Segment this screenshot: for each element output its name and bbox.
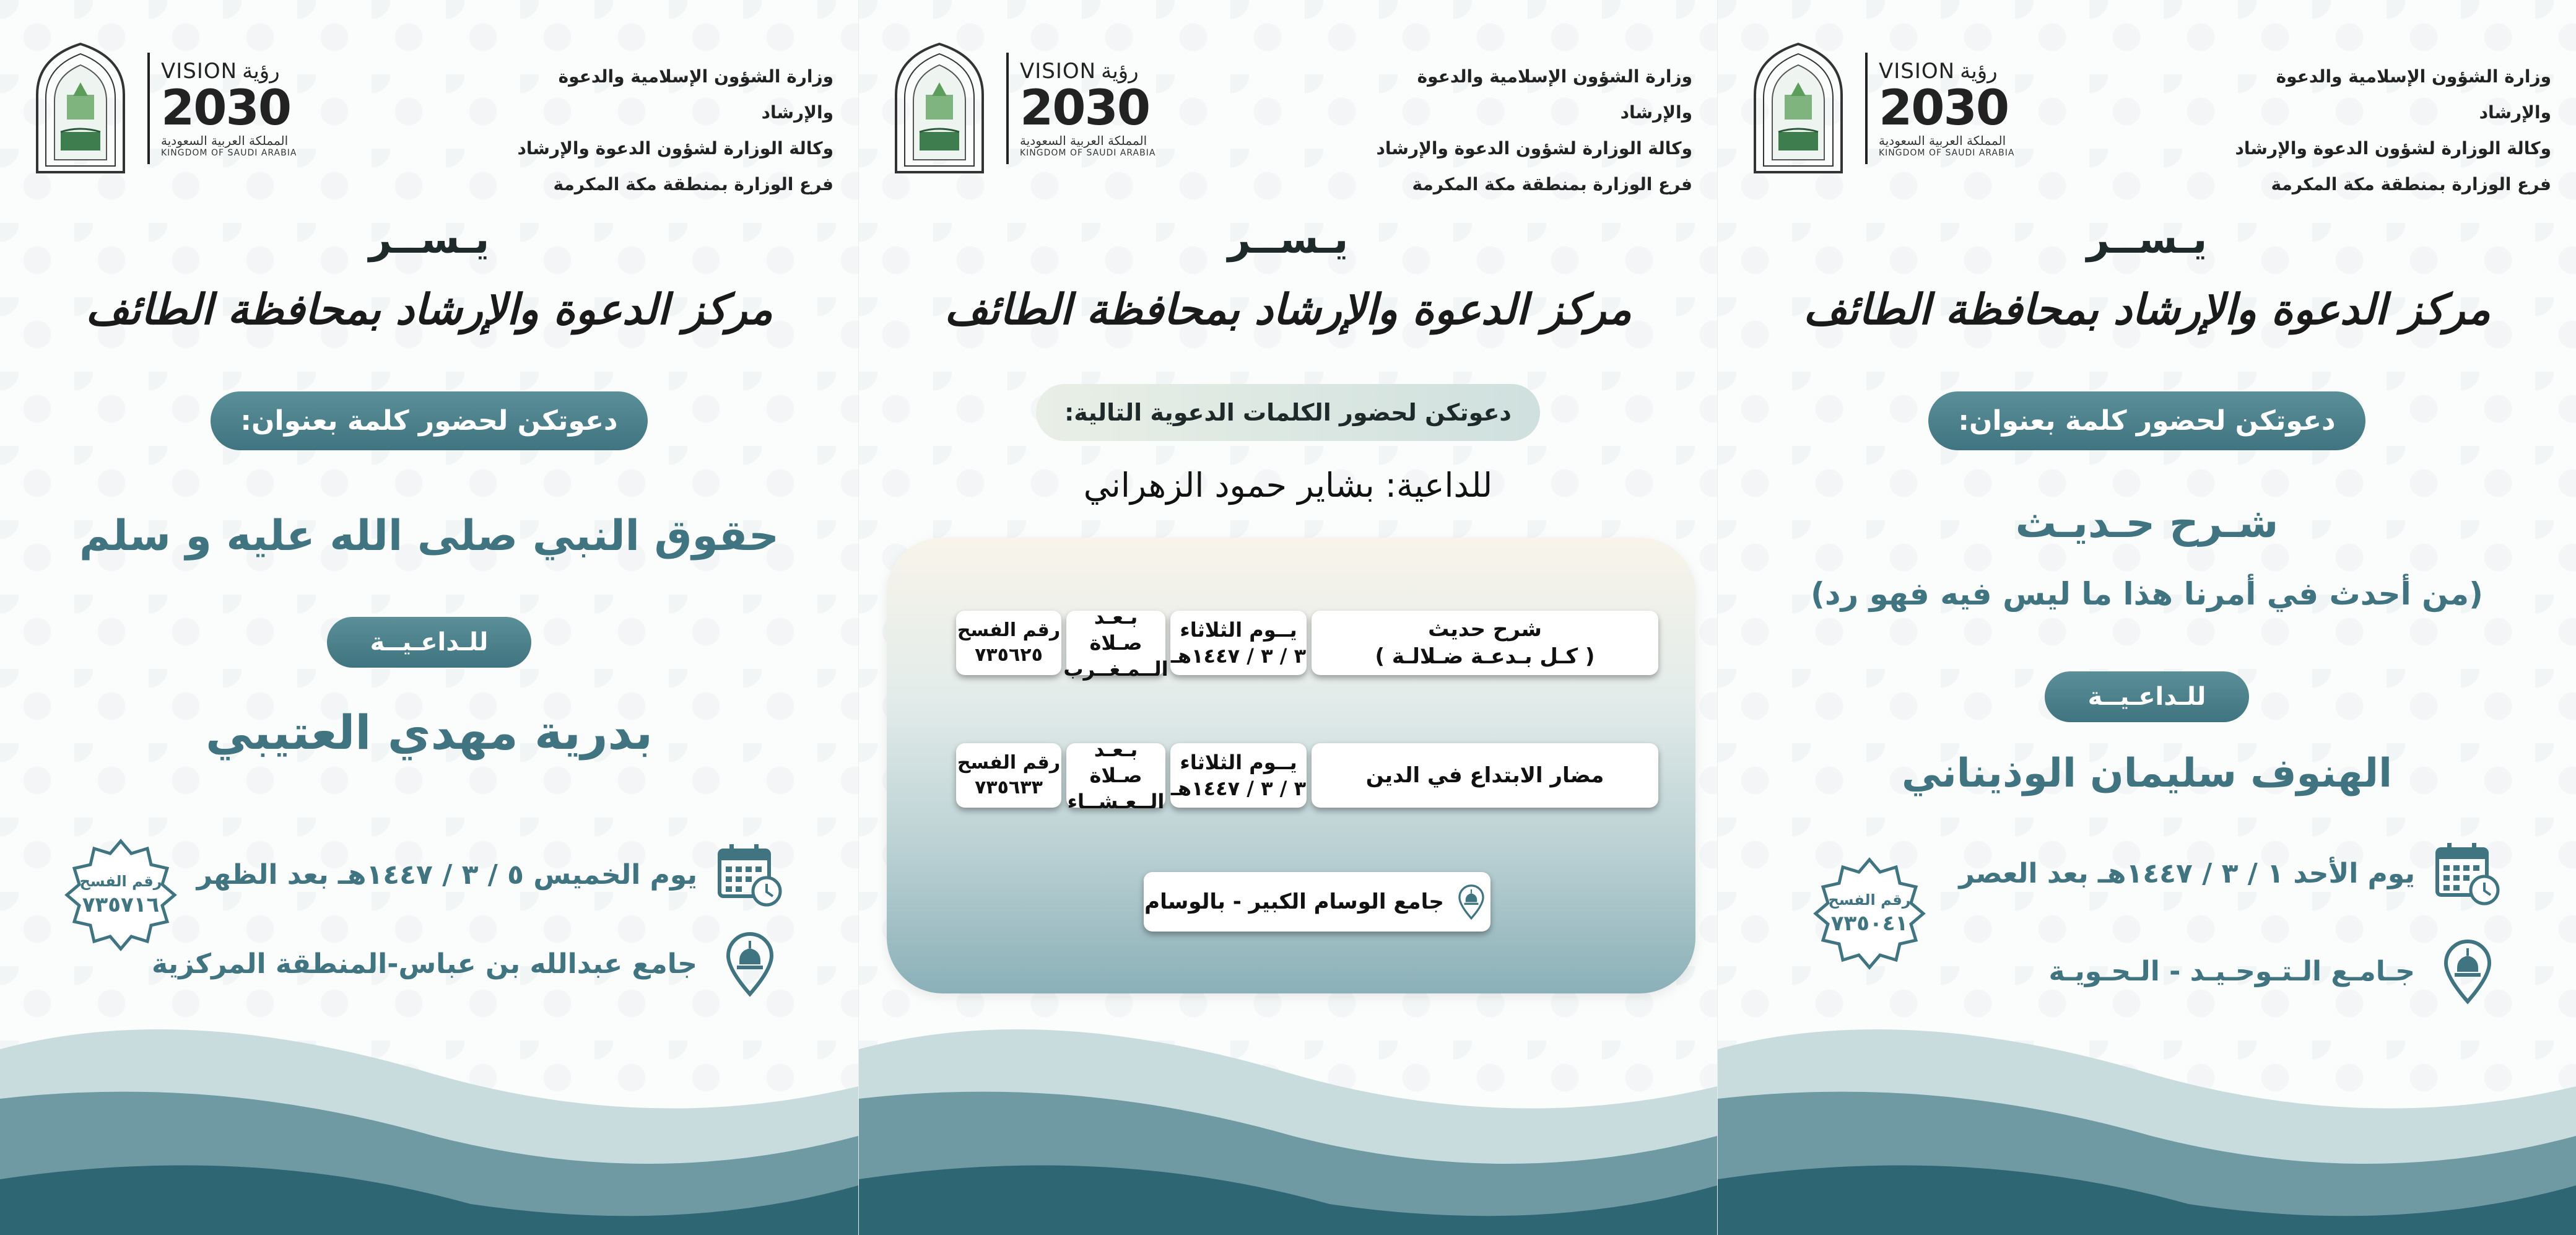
bottom-waves [1718, 975, 2576, 1235]
vision-2030-logo [1879, 59, 2040, 164]
ministry-line: فرع الوزارة بمنطقة مكة المكرمة [2271, 174, 2551, 194]
ministry-line: فرع الوزارة بمنطقة مكة المكرمة [1412, 174, 1692, 194]
header-divider [1865, 53, 1868, 164]
flyer-panel-1 [0, 0, 858, 1235]
prayer-line: الــعـشــاء [1067, 790, 1165, 813]
permit-number: ٧٣٥٠٤١ [1830, 911, 1908, 936]
lecture-title: حقوق النبي صلى الله عليه و سلم [79, 512, 780, 561]
location-pin-icon [1453, 883, 1490, 920]
date-cell [1170, 611, 1307, 675]
prayer-cell [1063, 605, 1168, 681]
permit-cell [956, 611, 1061, 675]
header-divider [1006, 53, 1009, 164]
vision-kingdom-ar: المملكة العربية السعودية [161, 133, 289, 148]
vision-ar: رؤية [242, 59, 280, 84]
vision-kingdom-en: KINGDOM OF SAUDI ARABIA [1879, 148, 2015, 158]
speaker-label-pill: للـداعـيــة [2045, 671, 2250, 722]
vision-year: 2030 [1879, 81, 2009, 136]
ministry-line: وكالة الوزارة لشؤون الدعوة والإرشاد [1376, 138, 1692, 159]
permit-number: ٧٣٥٦٢٥ [975, 644, 1043, 666]
permit-badge [62, 836, 180, 954]
center-name: مركز الدعوة والإرشاد بمحافظة الطائف [944, 285, 1632, 334]
ministry-line: وكالة الوزارة لشؤون الدعوة والإرشاد [517, 138, 833, 159]
lecture-title: شـرح حـديـث [2015, 499, 2279, 547]
day-text: يــوم الثلاثاء [1180, 751, 1297, 774]
vision-kingdom-en: KINGDOM OF SAUDI ARABIA [161, 148, 297, 158]
calendar-icon [716, 840, 784, 909]
permit-cell [956, 743, 1061, 808]
vision-2030-logo [161, 59, 322, 164]
vision-en: VISION [1020, 59, 1097, 84]
ministry-line: فرع الوزارة بمنطقة مكة المكرمة [553, 174, 833, 194]
vision-ar: رؤية [1960, 59, 1998, 84]
vision-en: VISION [161, 59, 238, 84]
speaker-line: للداعية: بشاير حمود الزهراني [1083, 466, 1493, 505]
vision-year: 2030 [1020, 81, 1150, 136]
ministry-line: وكالة الوزارة لشؤون الدعوة والإرشاد [2235, 138, 2551, 159]
speaker-name: الهنوف سليمان الوذيناني [1901, 751, 2393, 796]
vision-kingdom-ar: المملكة العربية السعودية [1020, 133, 1147, 148]
ministry-emblem-icon [25, 39, 136, 175]
invite-pill: دعوتكن لحضور كلمة بعنوان: [1928, 391, 2365, 450]
header [1743, 34, 2551, 194]
header-divider [147, 53, 150, 164]
facilitates-text: يـســر [1227, 217, 1349, 263]
ministry-emblem-icon [884, 39, 995, 175]
vision-en: VISION [1879, 59, 1956, 84]
ministry-emblem-icon [1743, 39, 1854, 175]
speaker-name: بدرية مهدي العتيبي [206, 705, 653, 760]
flyer-panel-3 [1717, 0, 2576, 1235]
permit-number: ٧٣٥٧١٦ [82, 892, 160, 917]
location-text: جامع عبدالله بن عباس-المنطقة المركزية [151, 948, 697, 980]
bottom-waves [859, 975, 1717, 1235]
bottom-waves [0, 975, 858, 1235]
invite-pill: دعوتكن لحضور كلمة بعنوان: [211, 391, 647, 450]
schedule-row [924, 738, 1658, 813]
facilitates-text: يـســر [368, 217, 490, 263]
day-text: يــوم الثلاثاء [1180, 618, 1297, 642]
date-text: يوم الخميس ٥ / ٣ / ١٤٤٧هـ بعد الظهر [196, 858, 697, 891]
lecture-subtitle: (من أحدث في أمرنا هذا ما ليس فيه فهو رد) [1811, 576, 2483, 612]
date-text: ٣ / ٣ / ١٤٤٧هـ [1170, 644, 1307, 668]
date-text: يوم الأحد ١ / ٣ / ١٤٤٧هـ بعد العصر [1959, 857, 2415, 889]
topic-line: شرح حديث [1428, 617, 1542, 642]
date-cell [1170, 743, 1307, 808]
center-name: مركز الدعوة والإرشاد بمحافظة الطائف [85, 285, 773, 334]
prayer-line: الــمـغــرب [1063, 657, 1168, 681]
vision-2030-logo [1020, 59, 1181, 164]
ministry-line: وزارة الشؤون الإسلامية والدعوة والإرشاد [2276, 66, 2551, 123]
permit-label: رقم الفسح [957, 619, 1061, 641]
invite-pill: دعوتكن لحضور الكلمات الدعوية التالية: [1036, 384, 1540, 441]
prayer-cell [1066, 738, 1165, 813]
ministry-lines [487, 59, 833, 203]
location-box [1144, 872, 1490, 932]
location-text: جامع الوسام الكبير - بالوسام [1144, 889, 1444, 914]
permit-badge [1811, 855, 1928, 972]
permit-number: ٧٣٥٦٣٣ [975, 777, 1043, 798]
facilitates-text: يـســر [2086, 217, 2208, 263]
vision-kingdom-en: KINGDOM OF SAUDI ARABIA [1020, 148, 1156, 158]
vision-year: 2030 [161, 81, 291, 136]
prayer-line: بـعـد صـلاة [1089, 738, 1142, 787]
schedule-card [887, 538, 1695, 993]
permit-label: رقم الفسح [957, 752, 1061, 774]
prayer-line: بـعـد صـلاة [1089, 605, 1142, 655]
topic-cell [1312, 743, 1658, 808]
calendar-icon [2434, 839, 2502, 907]
center-name: مركز الدعوة والإرشاد بمحافظة الطائف [1803, 285, 2491, 334]
date-text: ٣ / ٣ / ١٤٤٧هـ [1170, 777, 1307, 800]
topic-cell [1312, 611, 1658, 675]
location-text: جـامـع الـتـوحـيـد - الـحـويـة [2048, 955, 2415, 987]
topic-line: مضار الابتداع في الدين [1365, 763, 1604, 788]
header [884, 34, 1692, 194]
ministry-lines [2204, 59, 2551, 203]
ministry-line: وزارة الشؤون الإسلامية والدعوة والإرشاد [558, 66, 833, 123]
vision-kingdom-ar: المملكة العربية السعودية [1879, 133, 2006, 148]
ministry-lines [1346, 59, 1692, 203]
schedule-row [924, 605, 1658, 681]
flyer-panel-2 [858, 0, 1717, 1235]
vision-ar: رؤية [1101, 59, 1139, 84]
topic-line: ( كـل بـدعـة ضـلالـة ) [1375, 644, 1595, 669]
permit-label: رقم الفسح [1828, 891, 1911, 909]
ministry-line: وزارة الشؤون الإسلامية والدعوة والإرشاد [1417, 66, 1692, 123]
header [25, 34, 833, 194]
speaker-label-pill: للـداعـيــة [327, 617, 532, 668]
permit-label: رقم الفسح [79, 873, 162, 890]
